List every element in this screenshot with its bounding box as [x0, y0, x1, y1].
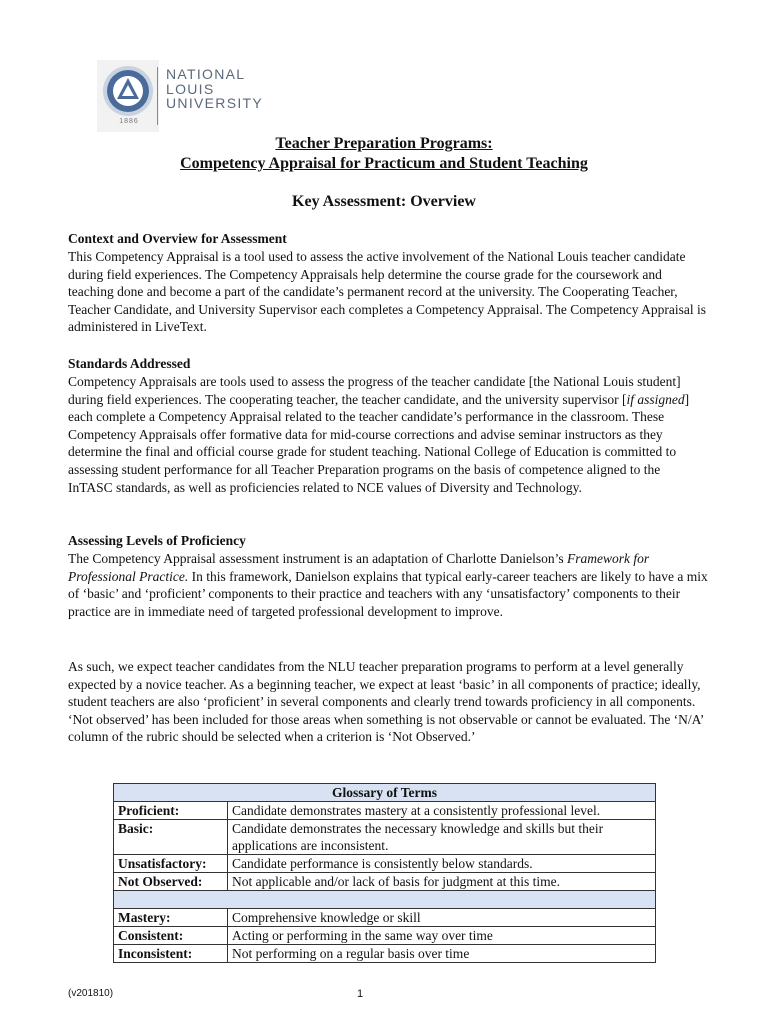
glossary-term: Basic:: [114, 820, 228, 855]
glossary-definition: Candidate demonstrates the necessary knowledge and skills but their applications are inconsistent.: [228, 820, 656, 855]
context-body: This Competency Appraisal is a tool used to assess the active involvement of the National Louis teacher candidate during field experiences. The Competency Appraisals help determine the course grade for the coursework and teaching done and become a part of the candidate’s permanent record at the university. The Cooperating Teacher, Teacher Candidate, and University Supervisor each completes a Competency Appraisal. The Competency Appraisal is administered in LiveText.: [68, 249, 706, 335]
glossary-definition: Candidate performance is consistently below standards.: [228, 855, 656, 873]
document-subtitle: Key Assessment: Overview: [292, 193, 476, 210]
standards-body: Competency Appraisals are tools used to assess the progress of the teacher candidate [the National Louis student] during field experiences. The cooperating teacher, the teacher candidate, and the university supervisor [if assigned] each complete a Competency Appraisal related to the teacher candidate’s performance in the classroom. These Competency Appraisals offer formative data for mid-course corrections and advise seminar instructors as they determine the final and official course grade for student teaching. National College of Education is committed to assessing student performance for all Teacher Preparation programs on the basis of competence aligned to the InTASC standards, as well as proficiencies related to NCE values of Diversity and Technology.: [68, 374, 690, 495]
table-row: [114, 820, 656, 855]
table-row: [114, 802, 656, 820]
glossary-definition: Acting or performing in the same way over time: [228, 927, 656, 945]
proficiency-heading: Assessing Levels of Proficiency: [68, 533, 246, 548]
glossary-header-row: [114, 784, 656, 802]
framework-title-italic: Framework for Professional Practice.: [68, 551, 650, 584]
table-row: [114, 855, 656, 873]
glossary-definition: Not performing on a regular basis over time: [228, 945, 656, 963]
logo-wordmark: [166, 67, 263, 111]
glossary-term: Unsatisfactory:: [114, 855, 228, 873]
document-title-line2: Competency Appraisal for Practicum and Student Teaching: [180, 155, 588, 172]
glossary-term: Proficient:: [114, 802, 228, 820]
proficiency-body-2: As such, we expect teacher candidates from the NLU teacher preparation programs to perform at a level generally expected by a novice teacher. As a beginning teacher, we expect at least ‘basic’ in all components of practice; ideally, student teachers are also ‘proficient’ in several components and clearly trend towards proficiency in all components. ‘Not observed’ has been included for those areas when something is not observable or cannot be evaluated. The ‘N/A’ column of the rubric should be selected when a criterion is ‘Not Observed.’: [68, 659, 704, 745]
logo-name-line2: LOUIS: [166, 80, 215, 97]
page-number: 1: [357, 988, 364, 1000]
logo-name-line1: NATIONAL: [166, 66, 246, 82]
standards-heading: Standards Addressed: [68, 356, 191, 371]
glossary-term: Inconsistent:: [114, 945, 228, 963]
table-row: [114, 927, 656, 945]
glossary-term: Not Observed:: [114, 873, 228, 891]
standards-italic-text: if assigned: [626, 391, 685, 407]
footer-version: (v201810): [68, 988, 114, 999]
glossary-term: Consistent:: [114, 927, 228, 945]
glossary-definition: Not applicable and/or lack of basis for judgment at this time.: [228, 873, 656, 891]
glossary-table: [113, 783, 656, 963]
glossary-title: Glossary of Terms: [114, 784, 656, 802]
glossary-definition: Comprehensive knowledge or skill: [228, 909, 656, 927]
table-row: [114, 945, 656, 963]
glossary-separator: [114, 891, 656, 909]
glossary-term: Mastery:: [114, 909, 228, 927]
logo-year: 1886: [119, 118, 139, 125]
document-title-line1: Teacher Preparation Programs:: [275, 135, 493, 152]
glossary-definition: Candidate demonstrates mastery at a consistently professional level.: [228, 802, 656, 820]
proficiency-body: The Competency Appraisal assessment instrument is an adaptation of Charlotte Danielson’s Framework for Professional Practice. In this framework, Danielson explains that typical early-career teachers are likely to have a mix of ‘basic’ and ‘proficient’ components to their practice and teachers with any ‘unsatisfactory’ components to their practice are in immediate need of targeted professional development to improve.: [68, 551, 708, 619]
nlu-seal-icon: [100, 63, 156, 119]
logo-divider: [157, 67, 158, 125]
logo-name-line3: UNIVERSITY: [166, 95, 264, 111]
table-row: [114, 873, 656, 891]
context-heading: Context and Overview for Assessment: [68, 231, 287, 246]
glossary-separator-row: [114, 891, 656, 909]
table-row: [114, 909, 656, 927]
